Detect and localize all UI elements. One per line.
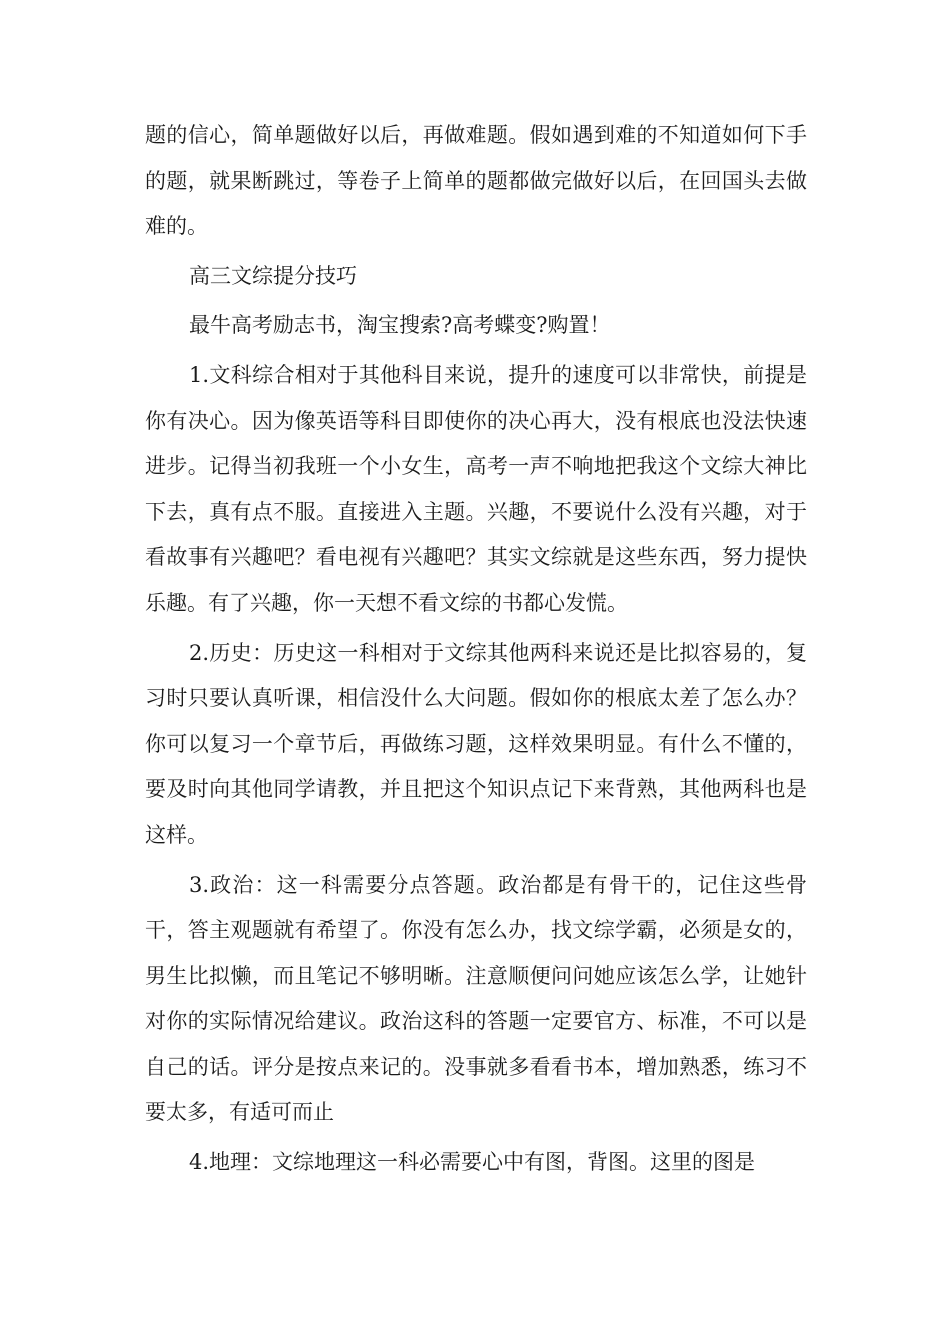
paragraph-tip-4-geography: 4.地理：文综地理这一科必需要心中有图，背图。这里的图是 (189, 1150, 756, 1175)
section-heading: 高三文综提分技巧 (189, 263, 357, 288)
paragraph-continuation: 题的信心，简单题做好以后，再做难题。假如遇到难的不知道如何下手的题，就果断跳过，等卷子上简单的题都做完做好以后，在回国头去做难的。 (145, 123, 807, 239)
paragraph-tip-3-politics: 3.政治：这一科需要分点答题。政治都是有骨干的，记住这些骨干，答主观题就有希望了。你没有怎么办，找文综学霸，必须是女的，男生比拟懒，而且笔记不够明晰。注意顺便问问她应该怎么学，让她针对你的实际情况给建议。政治这科的答题一定要官方、标准，不可以是自己的话。评分是按点来记的。没事就多看看书本，增加熟悉，练习不要太多，有适可而止 (145, 872, 807, 1125)
promo-line: 最牛高考励志书，淘宝搜索?高考蝶变?购置！ (189, 313, 611, 338)
document-page (145, 113, 807, 1190)
paragraph-tip-2-history: 2.历史：历史这一科相对于文综其他两科来说还是比拟容易的，复习时只要认真听课，相信没什么大问题。假如你的根底太差了怎么办？你可以复习一个章节后，再做练习题，这样效果明显。有什么不懂的，要及时向其他同学请教，并且把这个知识点记下来背熟，其他两科也是这样。 (145, 640, 807, 847)
paragraph-tip-1: 1.文科综合相对于其他科目来说，提升的速度可以非常快，前提是你有决心。因为像英语等科目即使你的决心再大，没有根底也没法快速进步。记得当初我班一个小女生，高考一声不响地把我这个文综大神比下去，真有点不服。直接进入主题。兴趣，不要说什么没有兴趣，对于看故事有兴趣吧？看电视有兴趣吧？其实文综就是这些东西，努力提快乐趣。有了兴趣，你一天想不看文综的书都心发慌。 (145, 362, 807, 615)
